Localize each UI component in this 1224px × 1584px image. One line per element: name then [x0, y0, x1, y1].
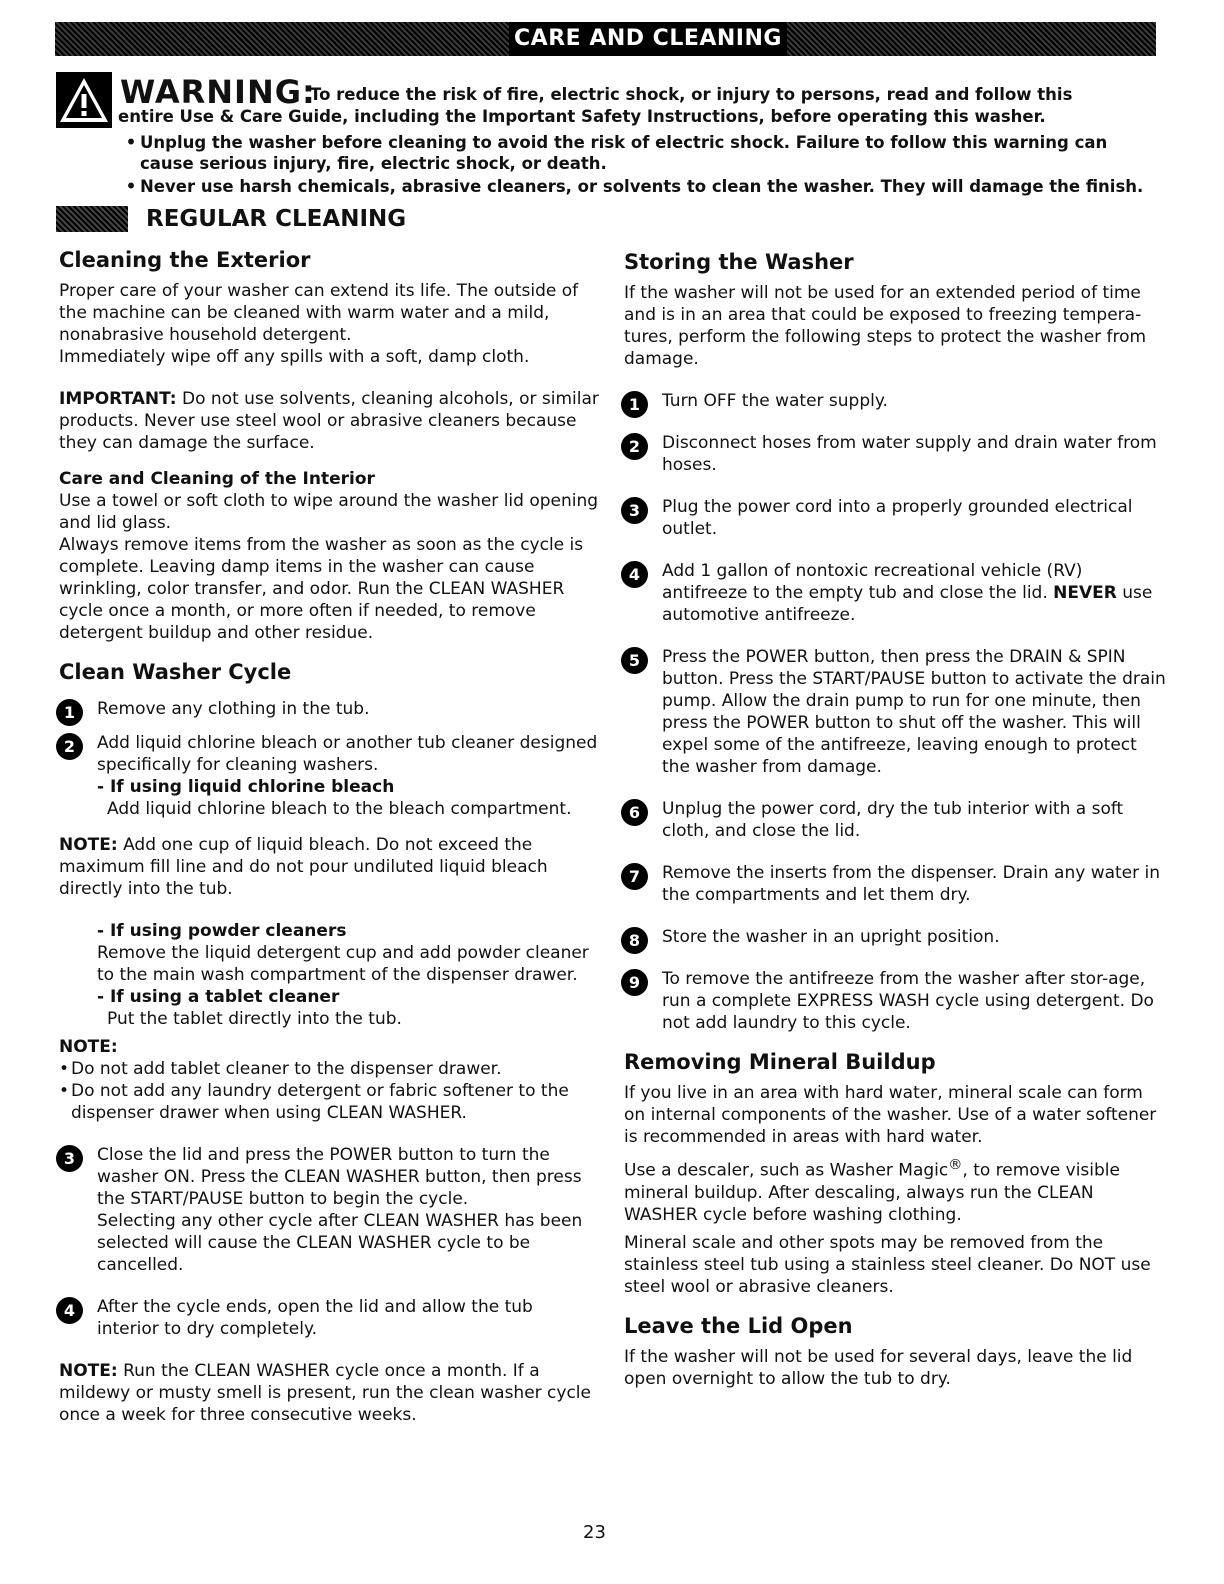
step-number-badge: 8 [621, 927, 648, 954]
store-step-5 [624, 646, 1169, 778]
bleach-option-label: - If using liquid chlorine bleach [97, 777, 395, 797]
step-number-badge: 3 [621, 497, 648, 524]
heading-leave-lid-open: Leave the Lid Open [624, 1313, 853, 1338]
store-step-1 [624, 390, 1169, 412]
heading-clean-washer-cycle: Clean Washer Cycle [59, 660, 292, 684]
note-text: Run the CLEAN WASHER cycle once a month. If a mildewy or musty smell is present, run the clean washer cycle once a week for three consecutive weeks. [59, 1361, 591, 1425]
step-text: Remove any clothing in the tub. [97, 699, 370, 719]
step-text: Add 1 gallon of nontoxic recreational vehicle (RV) antifreeze to the empty tub and close the lid. [662, 561, 1083, 603]
clean-step-2 [59, 732, 599, 776]
step-number-badge: 3 [56, 1145, 83, 1172]
never-emphasis: NEVER [1053, 583, 1117, 603]
step-number-badge: 4 [56, 1297, 83, 1324]
store-step-9 [624, 968, 1169, 1034]
note-item: • Do not add tablet cleaner to the dispenser drawer. [59, 1058, 599, 1080]
step-number-badge: 1 [621, 391, 648, 418]
tablet-option-text: Put the tablet directly into the tub. [107, 1009, 402, 1029]
note-label: NOTE: [59, 1361, 118, 1381]
warning-lead-text: To reduce the risk of fire, electric shock, or injury to persons, read and follow this entire Use & Care Guide, including the Important Safety Instructions, before operating this washer. [118, 85, 1073, 126]
store-step-7 [624, 862, 1169, 906]
powder-option-label: - If using powder cleaners [97, 921, 347, 941]
warning-label: WARNING: [120, 73, 316, 111]
step-text: Remove the inserts from the dispenser. Drain any water in the compartments and let them dry. [662, 863, 1161, 905]
warning-bullet: • Never use harsh chemicals, abrasive cleaners, or solvents to clean the washer. They will damage the finish. [122, 176, 1162, 197]
mineral-paragraph: If you live in an area with hard water, mineral scale can form on internal components of the washer. Use of a water softener is recommended in areas with hard water. [624, 1083, 1157, 1147]
warning-bullet: • Unplug the washer before cleaning to avoid the risk of electric shock. Failure to follow this warning can cause serious injury, fire, electric shock, or death. [122, 132, 1162, 174]
bleach-option-text: Add liquid chlorine bleach to the bleach compartment. [107, 799, 572, 819]
store-step-6 [624, 798, 1169, 842]
powder-option-text: Remove the liquid detergent cup and add powder cleaner to the main wash compartment of the dispenser drawer. [97, 943, 589, 985]
powder-option [59, 920, 599, 1030]
registered-mark: ® [948, 1157, 963, 1173]
step-text: Unplug the power cord, dry the tub interior with a soft cloth, and close the lid. [662, 799, 1124, 841]
store-step-3 [624, 496, 1169, 540]
mineral-text: Use a descaler, such as Washer Magic [624, 1160, 949, 1181]
header-banner [55, 22, 1156, 56]
store-step-4 [624, 560, 1169, 626]
right-column [624, 248, 1169, 1390]
heading-mineral-buildup: Removing Mineral Buildup [624, 1050, 936, 1074]
step-number-badge: 2 [56, 733, 83, 760]
note-item: • Do not add any laundry detergent or fabric softener to the dispenser drawer when using CLEAN WASHER. [59, 1080, 599, 1124]
page-number: 23 [583, 1522, 606, 1543]
exterior-paragraph: Proper care of your washer can extend its life. The outside of the machine can be cleaned with warm water and a mild, nonabrasive household detergent. [59, 281, 579, 345]
note-label: NOTE: [59, 835, 118, 855]
interior-paragraph: Use a towel or soft cloth to wipe around the washer lid opening and lid glass. [59, 491, 599, 533]
step-text: To remove the antifreeze from the washer after stor-age, run a complete EXPRESS WASH cycle using detergent. Do not add laundry to this cycle. [662, 969, 1154, 1033]
step-text-tail: use automotive antifreeze. [662, 583, 1153, 625]
step-text: Plug the power cord into a properly grounded electrical outlet. [662, 497, 1133, 539]
important-label: IMPORTANT: [59, 389, 177, 409]
store-step-8 [624, 926, 1169, 948]
step-number-badge: 7 [621, 863, 648, 890]
bleach-note [59, 834, 599, 900]
step-number-badge: 1 [56, 699, 83, 726]
step-text: After the cycle ends, open the lid and allow the tub interior to dry completely. [97, 1297, 533, 1339]
clean-step-4 [59, 1296, 599, 1340]
heading-interior: Care and Cleaning of the Interior [59, 469, 375, 489]
step-text: Store the washer in an upright position. [662, 927, 1000, 947]
monthly-note [59, 1360, 599, 1426]
page-section-title: CARE AND CLEANING [509, 22, 787, 56]
step-number-badge: 9 [621, 969, 648, 996]
warning-bullets [122, 132, 1162, 199]
step-number-badge: 5 [621, 647, 648, 674]
note-list [59, 1058, 599, 1124]
heading-storing-washer: Storing the Washer [624, 250, 854, 274]
mineral-paragraph-3: Mineral scale and other spots may be removed from the stainless steel tub using a stainless steel cleaner. Do NOT use steel wool or abrasive cleaners. [624, 1232, 1151, 1297]
step-number-badge: 6 [621, 799, 648, 826]
storing-intro: If the washer will not be used for an extended period of time and is in an area that could be exposed to freezing tempera-tures, perform the following steps to protect the washer from damage. [624, 283, 1147, 369]
step-text: Turn OFF the water supply. [662, 391, 888, 411]
important-text: Do not use solvents, cleaning alcohols, or similar products. Never use steel wool or abrasive cleaners because they can damage the surface. [59, 389, 599, 453]
mineral-paragraph-2 [624, 1154, 1169, 1226]
interior-paragraph-2: Always remove items from the washer as soon as the cycle is complete. Leaving damp items in the washer can cause wrinkling, color transfer, and odor. Run the CLEAN WASHER cycle once a month, or more often if needed, to remove detergent buildup and other residue. [59, 535, 584, 643]
step-text: Disconnect hoses from water supply and drain water from hoses. [662, 433, 1157, 475]
heading-cleaning-exterior: Cleaning the Exterior [59, 248, 311, 272]
section-title: REGULAR CLEANING [146, 206, 407, 232]
clean-step-1 [59, 698, 599, 720]
bleach-option [59, 776, 599, 820]
note-text: Add one cup of liquid bleach. Do not exceed the maximum fill line and do not pour undiluted liquid bleach directly into the tub. [59, 835, 548, 899]
mineral-text-tail: , to remove visible mineral buildup. After descaling, always run the CLEAN WASHER cycle before washing clothing. [624, 1160, 1120, 1225]
clean-step-3 [59, 1144, 599, 1276]
note-heading: NOTE: [59, 1037, 118, 1057]
lid-paragraph: If the washer will not be used for several days, leave the lid open overnight to allow the tub to dry. [624, 1346, 1133, 1389]
step-text-2: Selecting any other cycle after CLEAN WASHER has been selected will cause the CLEAN WASHER cycle to be cancelled. [97, 1211, 583, 1275]
store-step-2 [624, 432, 1169, 476]
exterior-paragraph-2: Immediately wipe off any spills with a soft, damp cloth. [59, 347, 530, 367]
warning-triangle-icon [56, 72, 112, 128]
step-text: Close the lid and press the POWER button to turn the washer ON. Press the CLEAN WASHER button, then press the START/PAUSE button to begin the cycle. [97, 1145, 582, 1209]
left-column [59, 246, 599, 1426]
step-text: Press the POWER button, then press the DRAIN & SPIN button. Press the START/PAUSE button to activate the drain pump. Allow the drain pump to run for one minute, then press the POWER button to shut off the washer. This will expel some of the antifreeze, leaving enough to protect the washer from damage. [662, 647, 1166, 777]
section-bar [56, 206, 128, 232]
step-number-badge: 4 [621, 561, 648, 588]
important-note [59, 388, 599, 454]
tablet-option-label: - If using a tablet cleaner [97, 987, 340, 1007]
step-number-badge: 2 [621, 433, 648, 460]
step-text: Add liquid chlorine bleach or another tub cleaner designed specifically for cleaning washers. [97, 733, 598, 775]
